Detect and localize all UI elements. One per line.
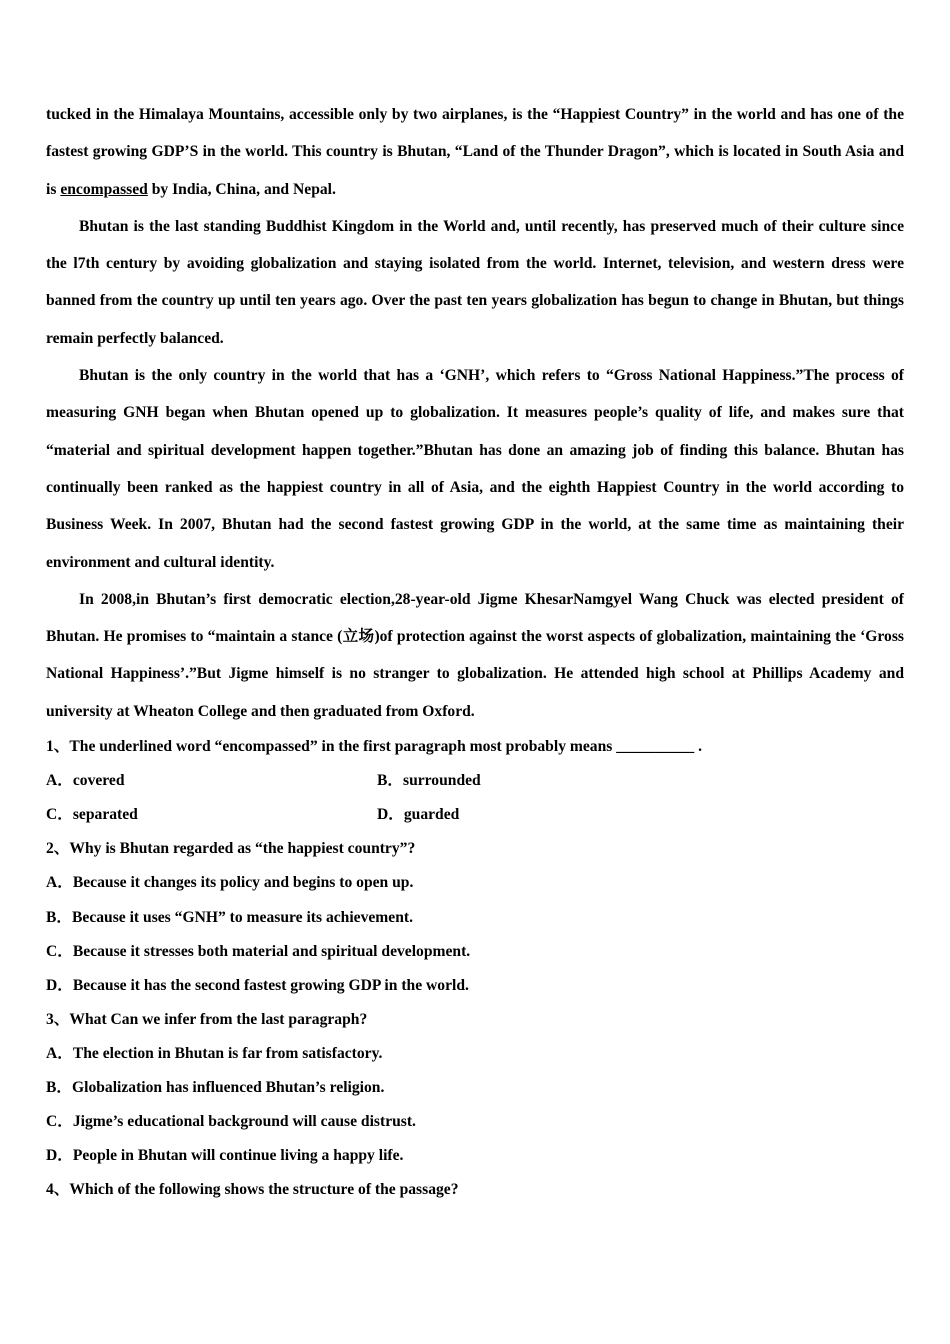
paragraph-1-text-end: by India, China, and Nepal. xyxy=(147,180,336,198)
option-c: C．Because it stresses both material and spiritual development. xyxy=(46,942,471,960)
option-a: A．covered xyxy=(46,772,125,790)
option-d: D．guarded xyxy=(377,806,460,824)
question-2 xyxy=(46,832,904,1002)
question-4 xyxy=(46,1173,904,1207)
option-row xyxy=(46,764,904,798)
passage-paragraph-3: Bhutan is the only country in the world that has a ‘GNH’, which refers to “Gross National Happiness.”The process of measuring GNH began when Bhutan opened up to globalization. It measures people’s quality of life, and makes sure that “material and spiritual development happen together.”Bhutan has done an amazing job of finding this balance. Bhutan has continually been ranked as the happiest country in all of Asia, and the eighth Happiest Country in the world according to Business Week. In 2007, Bhutan had the second fastest growing GDP in the world, at the same time as maintaining their environment and cultural identity. xyxy=(46,367,904,571)
question-stem: 3、What Can we infer from the last paragraph? xyxy=(46,1010,368,1028)
question-stem: 2、Why is Bhutan regarded as “the happiest country”? xyxy=(46,840,416,858)
question-1 xyxy=(46,730,904,832)
question-stem: 4、Which of the following shows the structure of the passage? xyxy=(46,1181,459,1199)
paragraph-1-text-start: tucked in the Himalaya Mountains, accessible only by two airplanes, is the “Happiest Country” in the world and has one of the fastest growing GDP’S in the world. This country is Bhutan, “Land of the Thunder Dragon”, which is located in South Asia and is xyxy=(46,106,904,198)
passage-paragraph-4: In 2008,in Bhutan’s first democratic election,28-year-old Jigme KhesarNamgyel Wang Chuck was elected president of Bhutan. He promises to “maintain a stance (立场)of protection against the worst aspects of globalization, maintaining the ‘Gross National Happiness’.”But Jigme himself is no stranger to globalization. He attended high school at Phillips Academy and university at Wheaton College and then graduated from Oxford. xyxy=(46,590,904,720)
underlined-word: encompassed xyxy=(60,180,148,198)
option-d: D．People in Bhutan will continue living a happy life. xyxy=(46,1147,404,1165)
passage-paragraph-2: Bhutan is the last standing Buddhist Kingdom in the World and, until recently, has preserved much of their culture since the l7th century by avoiding globalization and staying isolated from the world. Internet, television, and western dress were banned from the country up until ten years ago. Over the past ten years globalization has begun to change in Bhutan, but things remain perfectly balanced. xyxy=(46,217,904,347)
option-b: B．Globalization has influenced Bhutan’s religion. xyxy=(46,1078,385,1096)
option-c: C．Jigme’s educational background will cause distrust. xyxy=(46,1113,416,1131)
option-a: A．The election in Bhutan is far from satisfactory. xyxy=(46,1044,383,1062)
option-c: C．separated xyxy=(46,806,138,824)
option-a: A．Because it changes its policy and begins to open up. xyxy=(46,874,414,892)
option-b: B．Because it uses “GNH” to measure its achievement. xyxy=(46,908,413,926)
option-row xyxy=(46,798,904,832)
passage-paragraph-1 xyxy=(46,96,904,208)
document-page xyxy=(46,96,904,1207)
question-3 xyxy=(46,1003,904,1173)
option-b: B．surrounded xyxy=(377,772,481,790)
option-d: D．Because it has the second fastest growing GDP in the world. xyxy=(46,976,469,994)
question-stem: 1、The underlined word “encompassed” in the first paragraph most probably means __________ . xyxy=(46,738,702,756)
